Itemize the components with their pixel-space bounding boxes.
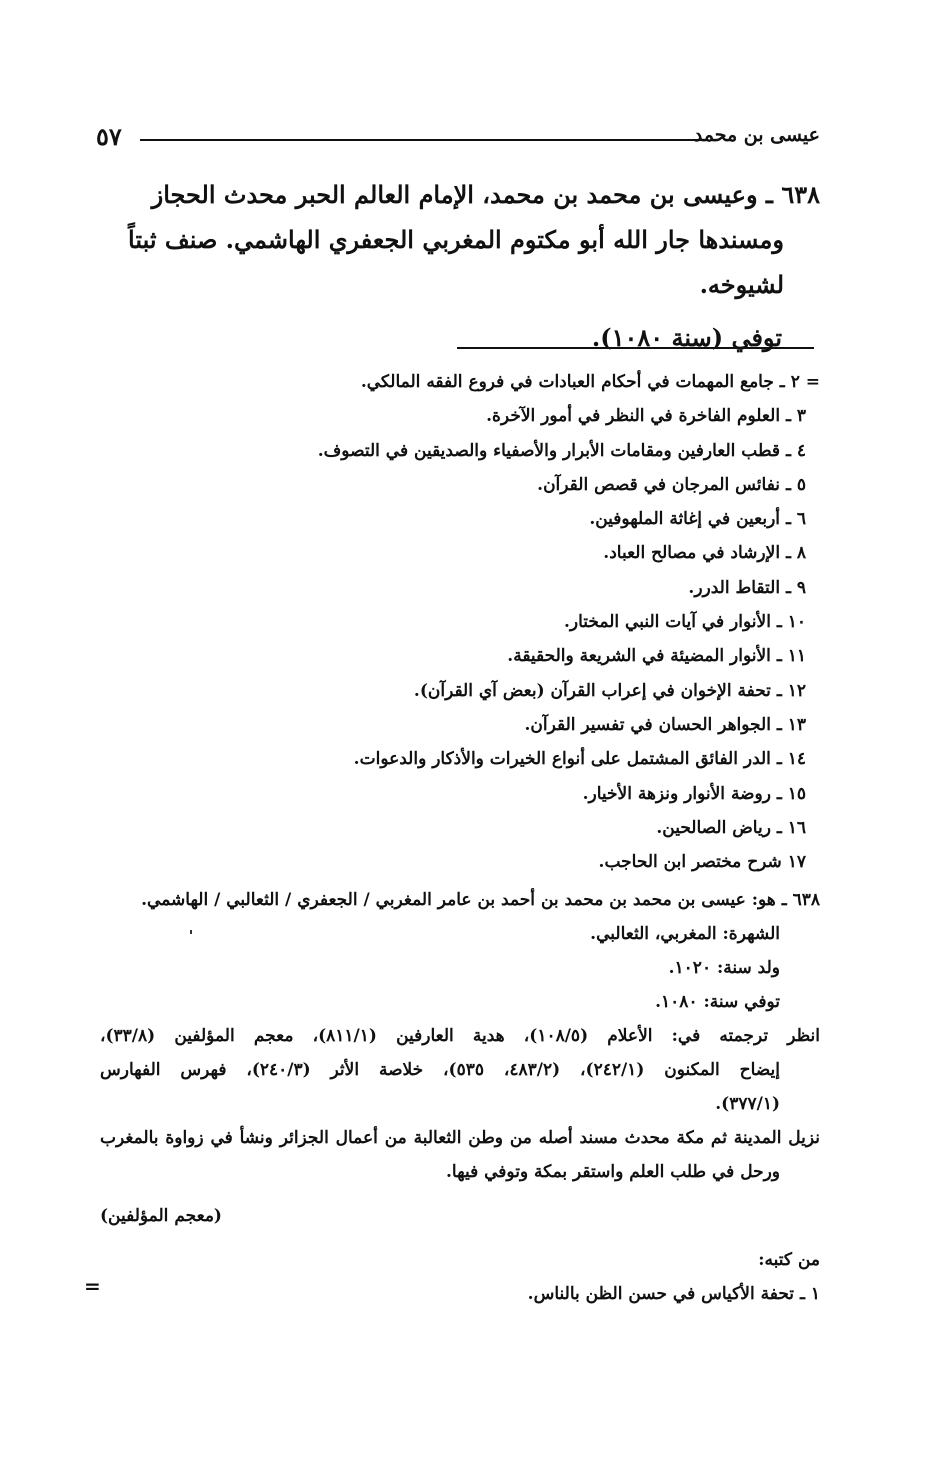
works-item: ١٣ ـ الجواهر الحسان في تفسير القرآن. xyxy=(524,714,806,735)
works-item: = ٢ ـ جامع المهمات في أحكام العبادات في فروع الفقه المالكي. xyxy=(360,372,820,392)
footnote-entry xyxy=(100,883,820,1311)
main-entry xyxy=(90,172,820,360)
note-source: (معجم المؤلفين) xyxy=(100,1206,222,1226)
note-born: ولد سنة: ١٠٢٠. xyxy=(668,958,780,978)
header-rule xyxy=(140,139,702,141)
works-item: ١٢ ـ تحفة الإخوان في إعراب القرآن (بعض آي القرآن). xyxy=(413,680,806,701)
works-item: ١٥ ـ روضة الأنوار ونزهة الأخيار. xyxy=(582,783,806,804)
note-references-line-1: انظر ترجمته في: الأعلام (١٠٨/٥)، هدية العارفين (٨١١/١)، معجم المؤلفين (٣٣/٨)، xyxy=(100,1026,820,1046)
note-identity: ٦٣٨ ـ هو: عيسى بن محمد بن محمد بن أحمد بن عامر المغربي / الجعفري / الثعالبي / الهاشمي. xyxy=(141,890,820,910)
running-title: عيسى بن محمد xyxy=(693,124,820,146)
main-entry-line-1: ٦٣٨ ـ وعيسى بن محمد بن محمد، الإمام العالم الحبر محدث الحجاز xyxy=(151,180,820,209)
works-list xyxy=(250,365,820,879)
note-books-heading: من كتبه: xyxy=(758,1250,820,1270)
works-item: ٦ ـ أربعين في إغاثة الملهوفين. xyxy=(589,509,806,530)
works-item: ٩ ـ التقاط الدرر. xyxy=(688,577,806,598)
note-bio-line-1: نزيل المدينة ثم مكة محدث مسند أصله من وطن الثعالبة من أعمال الجزائر ونشأ في زواوة بالمغرب xyxy=(100,1128,820,1148)
works-item: ١٧ شرح مختصر ابن الحاجب. xyxy=(598,852,806,873)
note-bio-line-2: ورحل في طلب العلم واستقر بمكة وتوفي فيها. xyxy=(446,1162,780,1182)
note-died: توفي سنة: ١٠٨٠. xyxy=(655,992,780,1012)
note-book-item: ١ ـ تحفة الأكياس في حسن الظن بالناس. xyxy=(527,1284,820,1304)
works-item: ٣ ـ العلوم الفاخرة في النظر في أمور الآخرة. xyxy=(486,406,806,427)
note-references-line-3: (٣٧٧/١). xyxy=(715,1094,780,1114)
print-speck xyxy=(190,930,192,934)
page-number: ٥٧ xyxy=(96,122,122,151)
works-item: ٥ ـ نفائس المرجان في قصص القرآن. xyxy=(537,474,806,495)
continuation-mark: = xyxy=(84,1274,101,1298)
works-item: ١٠ ـ الأنوار في آيات النبي المختار. xyxy=(563,612,806,633)
note-fame: الشهرة: المغربي، الثعالبي. xyxy=(590,924,780,944)
running-header xyxy=(96,122,820,154)
works-item: ١١ ـ الأنوار المضيئة في الشريعة والحقيقة. xyxy=(507,646,806,667)
note-references-line-2: إيضاح المكنون (٢٤٢/١)، (٤٨٣/٢، ٥٣٥)، خلاصة الأثر (٢٤٠/٣)، فهرس الفهارس xyxy=(100,1060,780,1080)
main-entry-line-3: لشيوخه. xyxy=(699,270,784,299)
works-item: ٤ ـ قطب العارفين ومقامات الأبرار والأصفياء والصديقين في التصوف. xyxy=(317,440,806,461)
main-entry-line-2: ومسندها جار الله أبو مكتوم المغربي الجعفري الهاشمي. صنف ثبتاً xyxy=(128,225,784,254)
main-entry-death: توفي (سنة ١٠٨٠). xyxy=(591,323,782,352)
works-item: ١٤ ـ الدر الفائق المشتمل على أنواع الخيرات والأذكار والدعوات. xyxy=(353,749,806,770)
works-item: ٨ ـ الإرشاد في مصالح العباد. xyxy=(603,543,806,564)
footnote-separator xyxy=(457,347,814,349)
works-item: ١٦ ـ رياض الصالحين. xyxy=(656,817,806,838)
